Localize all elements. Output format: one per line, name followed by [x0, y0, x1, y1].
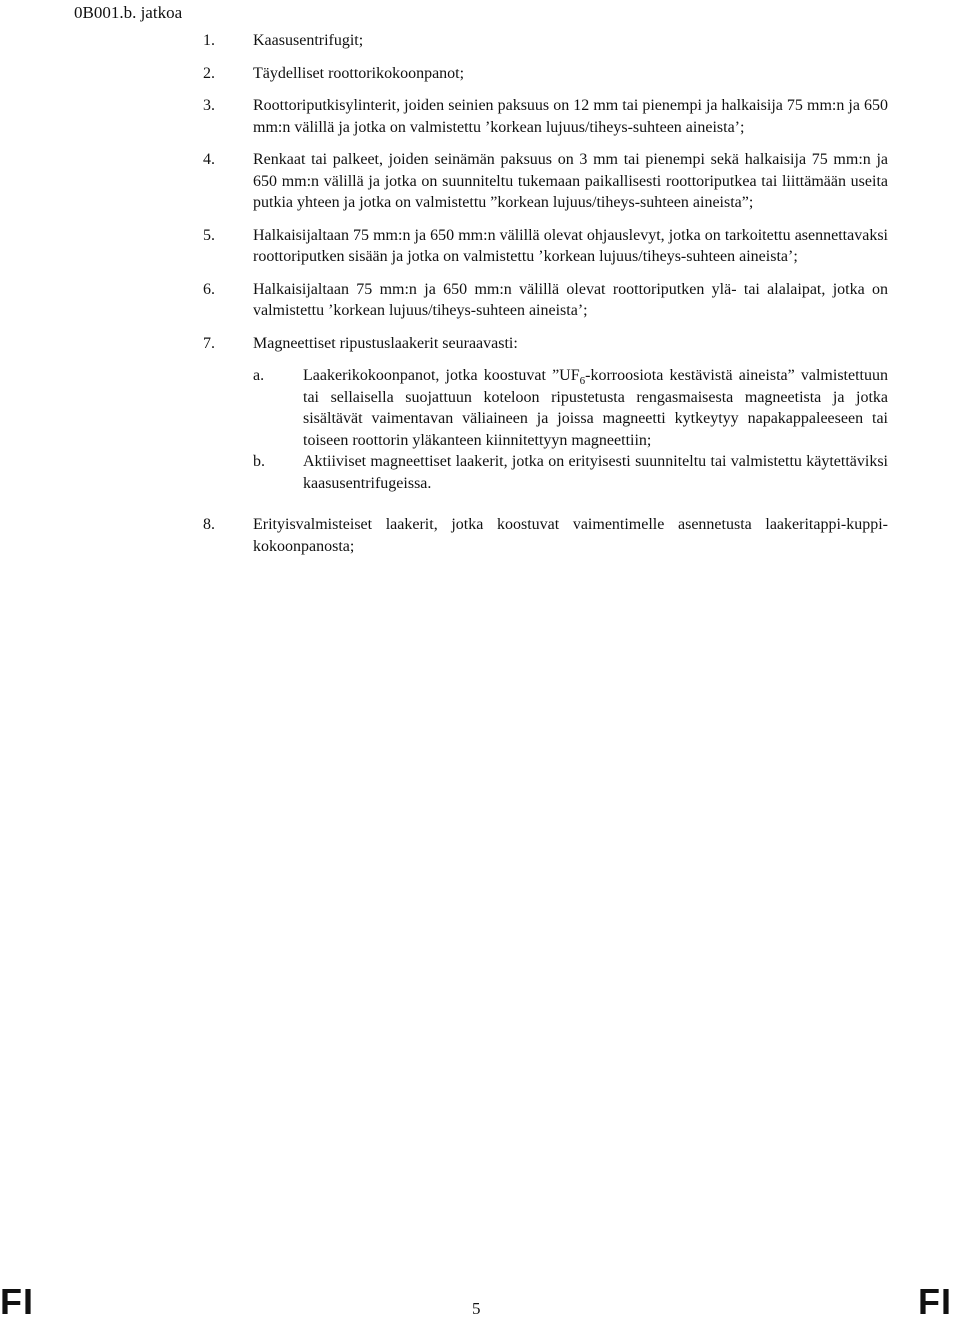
item-number: 2.: [203, 64, 215, 82]
subitem-letter: b.: [253, 453, 265, 470]
item-number: 7.: [203, 334, 215, 352]
item-text: Renkaat tai palkeet, joiden seinämän paksuus on 3 mm tai pienempi sekä halkaisija 75 mm:n ja 650 mm:n välillä ja jotka on suunniteltu tukemaan paikallisesti roottoriputkea tai liittämään useita putkia yhteen ja jotka on valmistettu ”korkean lujuus/tiheys-suhteen aineista”;: [253, 151, 888, 211]
list-item-6: [203, 279, 888, 322]
list-item-3: [203, 95, 888, 138]
list-item-1: [203, 30, 888, 52]
item-text: Erityisvalmisteiset laakerit, jotka koostuvat vaimentimelle asennetusta laakeritappi-kuppi-kokoonpanosta;: [253, 516, 888, 555]
subitem-letter: a.: [253, 367, 265, 384]
item-text: Halkaisijaltaan 75 mm:n ja 650 mm:n välillä olevat ohjauslevyt, jotka on tarkoitettu asennettavaksi roottoriputken sisään ja jotka on valmistettu ’korkean lujuus/tiheys-suhteen aineista’;: [253, 226, 888, 265]
item-text: Halkaisijaltaan 75 mm:n ja 650 mm:n välillä olevat roottoriputken ylä- tai alalaipat, jotka on valmistettu ’korkean lujuus/tiheys-suhteen aineista’;: [253, 280, 888, 319]
item-number: 4.: [203, 151, 215, 168]
item-number: 8.: [203, 516, 215, 533]
subitem-text: Aktiiviset magneettiset laakerit, jotka on erityisesti suunniteltu tai valmistettu käytettäviksi kaasusentrifugeissa.: [303, 453, 888, 492]
page-header: 0B001.b. jatkoa: [74, 3, 183, 22]
list-item-7: [203, 333, 888, 495]
list-item-8: [203, 514, 888, 557]
sublist: [253, 365, 888, 494]
sublist-item-a: [253, 365, 888, 451]
footer-language-left: FI: [0, 1281, 34, 1322]
item-text: Kaasusentrifugit;: [253, 32, 364, 49]
item-text: Magneettiset ripustuslaakerit seuraavasti:: [253, 334, 518, 352]
item-text: Roottoriputkisylinterit, joiden seinien paksuus on 12 mm tai pienempi ja halkaisija 75 mm:n ja 650 mm:n välillä ja jotka on valmistettu ’korkean lujuus/tiheys-suhteen aineista’;: [253, 97, 888, 136]
subitem-text: Laakerikokoonpanot, jotka koostuvat $”UF_6$-korroosiota kestävistä aineista” valmistettuun tai sellaisella suojattuun koteloon ripustetusta rengasmaisesta magneetista ja jotka sisältävät vaimentavan väliaineen ja joissa magneetti kytkeytyy napakappaleeseen tai toiseen roottorin yläkanteen kiinnitettyyn magneettiin;: [303, 367, 888, 449]
item-number: 1.: [203, 32, 215, 49]
item-number: 3.: [203, 97, 215, 114]
item-number: 6.: [203, 280, 215, 298]
item-number: 5.: [203, 226, 215, 244]
subscript: 6: [579, 375, 586, 388]
list-item-2: [203, 63, 888, 85]
page-number: 5: [472, 1299, 481, 1318]
item-list: [203, 30, 888, 568]
item-text: Täydelliset roottorikokoonpanot;: [253, 64, 465, 82]
list-item-4: [203, 149, 888, 214]
list-item-5: [203, 225, 888, 268]
footer-language-right: FI: [918, 1281, 952, 1322]
sublist-item-b: [253, 451, 888, 494]
